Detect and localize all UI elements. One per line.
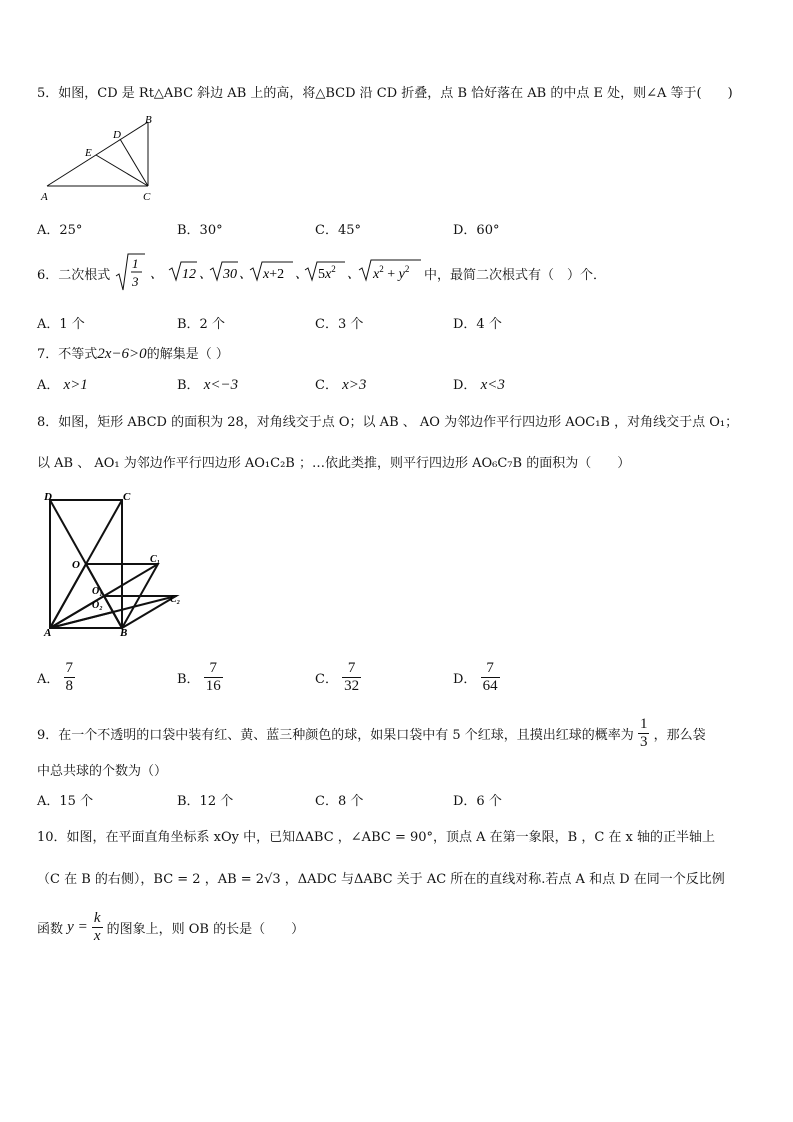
q5-label-e: E	[85, 147, 92, 159]
q6-sep-4: 、	[295, 266, 309, 281]
q8-label-b: B	[120, 627, 128, 639]
q5-label-b: B	[145, 114, 152, 126]
q8-label-c2: C₂	[170, 594, 181, 605]
q5-label-a: A	[41, 191, 48, 203]
q5-figure	[40, 112, 165, 204]
q8-label-c1: C₁	[150, 554, 161, 565]
q6-option-d: D．4 个	[453, 317, 502, 332]
q7-option-a: A． x>1	[37, 377, 88, 393]
q7-line	[37, 343, 229, 363]
q6-sep-5: 、	[347, 266, 361, 281]
q9-line2: 中总共球的个数为（）	[37, 764, 168, 779]
q9-line1	[37, 716, 706, 751]
q5-label-d: D	[113, 129, 121, 141]
q6-rad-1-num: 1	[132, 256, 139, 271]
q9-option-d: D．6 个	[453, 794, 502, 809]
q7-option-d: D． x<3	[453, 377, 505, 393]
q8-option-a: A． $\frac{7}{8}$	[37, 660, 74, 694]
q6-rad-4: x+2	[263, 267, 285, 282]
q10-formula-frac: $\frac{k}{x}$	[93, 910, 101, 944]
q9-text1: 9．在一个不透明的口袋中装有红、黄、蓝三种颜色的球，如果口袋中有 5 个红球，且摸出红球的概率为	[37, 728, 634, 743]
q6-rad-3: 30	[223, 267, 237, 282]
q7-suffix: 的解集是（ ）	[146, 347, 229, 362]
q10-line3	[37, 910, 304, 945]
q8-label-c: C	[123, 491, 131, 503]
q6-option-a: A．1 个	[37, 317, 85, 332]
q7-option-c: C． x>3	[315, 377, 367, 393]
q9-text2: ，那么袋	[653, 728, 706, 743]
q6-suffix: 中，最简二次根式有（ ）个．	[424, 268, 607, 283]
q6-rad-2: 12	[182, 267, 196, 282]
q8-option-c: C． $\frac{7}{32}$	[315, 660, 360, 694]
q6-sep-2: 、	[199, 266, 213, 281]
q10-line1: 10．如图，在平面直角坐标系 xOy 中，已知ΔABC ，∠ABC = 90°，顶点 A 在第一象限，B ，C 在 x 轴的正半轴上	[37, 830, 716, 845]
q9-option-a: A．15 个	[37, 794, 94, 809]
q9-fraction: $\frac{1}{3}$	[639, 716, 648, 750]
q6-rad-5: $5x^2$	[318, 264, 336, 282]
q9-option-b: B．12 个	[177, 794, 234, 809]
q6-option-b: B．2 个	[177, 317, 225, 332]
q5-text: 5．如图，CD 是 Rt△ABC 斜边 AB 上的高，将△BCD 沿 CD 折叠，点 B 恰好落在 AB 的中点 E 处，则∠A 等于( )	[37, 86, 733, 101]
q8-label-o2: O₂	[92, 600, 103, 611]
q5-label-c: C	[143, 191, 151, 203]
q8-label-d: D	[44, 491, 52, 503]
q5-option-c: C．45°	[315, 223, 361, 238]
q8-label-o1: O₁	[92, 586, 103, 597]
q7-prefix: 7．不等式	[37, 347, 98, 362]
q6-option-c: C．3 个	[315, 317, 364, 332]
q6-rad-1-den: 3	[132, 274, 139, 289]
q8-line1: 8．如图，矩形 ABCD 的面积为 28，对角线交于点 O；以 AB 、 AO 为邻边作平行四边形 AOC₁B ，对角线交于点 O₁；	[37, 415, 739, 430]
q6-prefix: 6．二次根式	[37, 268, 111, 283]
q10-line2: （C 在 B 的右侧），BC = 2 ，AB = 2√3 ，ΔADC 与ΔABC 关于 AC 所在的直线对称.若点 A 和点 D 在同一个反比例	[37, 872, 725, 887]
q5-option-d: D．60°	[453, 223, 500, 238]
q5-option-b: B．30°	[177, 223, 223, 238]
q8-line2: 以 AB 、 AO₁ 为邻边作平行四边形 AO₁C₂B ；…依此类推，则平行四边形 AO₆C₇B 的面积为（ ）	[37, 456, 631, 471]
q8-figure	[40, 490, 190, 640]
q6-sep-1: 、	[150, 266, 164, 281]
q6-radicals	[115, 250, 425, 298]
q8-label-a: A	[44, 627, 52, 639]
q10-formula: y =	[67, 919, 88, 935]
q10-line3-prefix: 函数	[37, 922, 64, 937]
q8-label-o: O	[72, 559, 80, 571]
q6-sep-3: 、	[239, 266, 253, 281]
q6-rad-6: $x^2 + y^2$	[373, 264, 410, 282]
q7-expr: 2x−6>0	[97, 346, 147, 362]
q9-option-c: C．8 个	[315, 794, 364, 809]
q10-line3-suffix: 的图象上，则 OB 的长是（ ）	[106, 922, 305, 937]
q7-option-b: B． x<−3	[177, 377, 239, 393]
q8-option-b: B． $\frac{7}{16}$	[177, 660, 221, 694]
q8-option-d: D． $\frac{7}{64}$	[453, 660, 498, 694]
q5-option-a: A．25°	[37, 223, 83, 238]
